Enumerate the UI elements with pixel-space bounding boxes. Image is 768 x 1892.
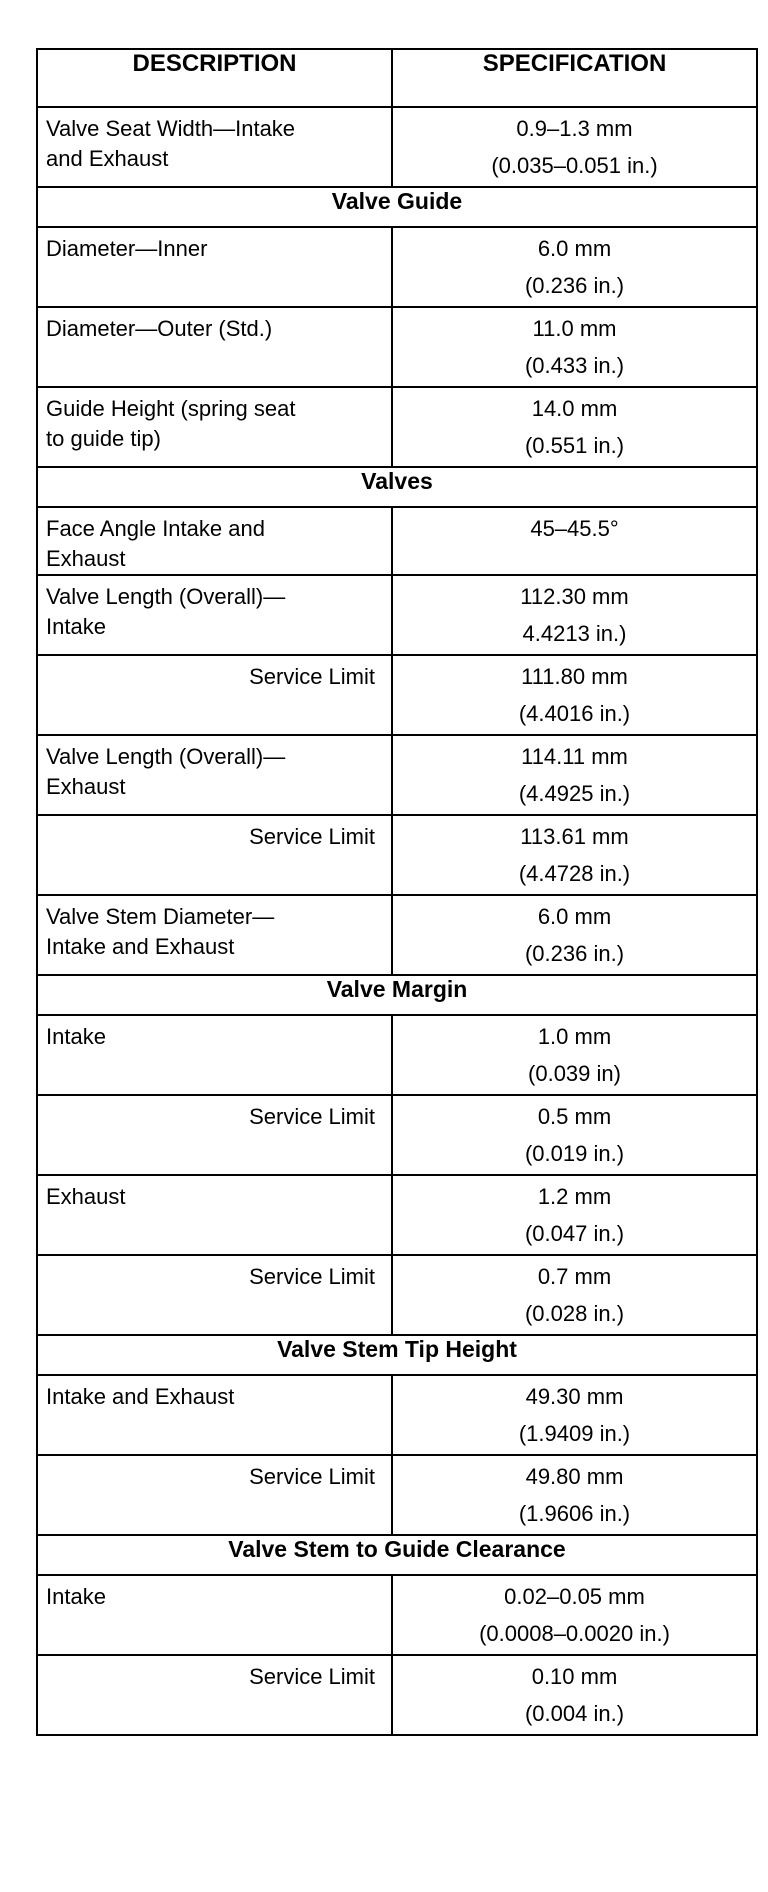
table-row [37,1655,757,1735]
row-specification: 0.9–1.3 mm (0.035–0.051 in.) [491,116,658,178]
description-header: DESCRIPTION [37,49,392,107]
table-row [37,1255,757,1335]
table-row [37,227,757,307]
table-row [37,307,757,387]
row-specification: 6.0 mm (0.236 in.) [524,236,625,298]
row-description: Intake [46,1024,106,1049]
table-row [37,735,757,815]
row-specification: 14.0 mm (0.551 in.) [524,396,625,458]
row-specification: 111.80 mm (4.4016 in.) [518,664,631,726]
row-specification: 45–45.5° [530,516,619,541]
section-row [37,1335,757,1375]
table-row [37,1375,757,1455]
section-row [37,467,757,507]
table-row [37,107,757,187]
section-row [37,975,757,1015]
row-description: Diameter—Outer (Std.) [46,316,273,341]
table-row [37,1455,757,1535]
row-description: Valve Length (Overall)— Intake [46,584,286,639]
table-row [37,1175,757,1255]
row-specification: 1.2 mm (0.047 in.) [524,1184,625,1246]
table-row [37,895,757,975]
row-description: Valve Seat Width—Intake and Exhaust [46,116,296,171]
row-description: Guide Height (spring seat to guide tip) [46,396,296,451]
table-row [37,655,757,735]
row-description: Service Limit [249,1664,375,1689]
section-title-valve-margin: Valve Margin [37,975,757,1015]
section-title-tip-height: Valve Stem Tip Height [37,1335,757,1375]
row-description: Face Angle Intake and Exhaust [46,516,265,571]
row-specification: 49.80 mm (1.9606 in.) [518,1464,631,1526]
row-description: Intake and Exhaust [46,1384,235,1409]
row-specification: 0.02–0.05 mm (0.0008–0.0020 in.) [479,1584,670,1646]
table-row [37,1015,757,1095]
table-row [37,387,757,467]
row-specification: 113.61 mm (4.4728 in.) [518,824,631,886]
row-description: Service Limit [249,1264,375,1289]
row-specification: 11.0 mm (0.433 in.) [524,316,625,378]
section-row [37,1535,757,1575]
row-description: Service Limit [249,1104,375,1129]
row-description: Valve Length (Overall)— Exhaust [46,744,286,799]
row-description: Diameter—Inner [46,236,208,261]
row-description: Exhaust [46,1184,126,1209]
row-specification: 0.5 mm (0.019 in.) [524,1104,625,1166]
row-description: Service Limit [249,824,375,849]
row-description: Service Limit [249,1464,375,1489]
table-row [37,1095,757,1175]
row-specification: 114.11 mm (4.4925 in.) [518,744,631,806]
specification-table [36,48,758,1736]
row-description: Valve Stem Diameter— Intake and Exhaust [46,904,275,959]
table-row [37,1575,757,1655]
header-row [37,49,757,107]
table-row [37,507,757,575]
row-specification: 49.30 mm (1.9409 in.) [518,1384,631,1446]
row-description: Service Limit [249,664,375,689]
row-specification: 1.0 mm (0.039 in) [528,1024,621,1086]
row-specification: 6.0 mm (0.236 in.) [524,904,625,966]
row-specification: 0.7 mm (0.028 in.) [524,1264,625,1326]
specification-header: SPECIFICATION [392,49,757,107]
section-row [37,187,757,227]
table-row [37,815,757,895]
row-specification: 0.10 mm (0.004 in.) [524,1664,625,1726]
table-row [37,575,757,655]
section-title-valve-guide: Valve Guide [37,187,757,227]
section-title-guide-clearance: Valve Stem to Guide Clearance [37,1535,757,1575]
section-title-valves: Valves [37,467,757,507]
row-description: Intake [46,1584,106,1609]
row-specification: 112.30 mm 4.4213 in.) [520,584,629,646]
